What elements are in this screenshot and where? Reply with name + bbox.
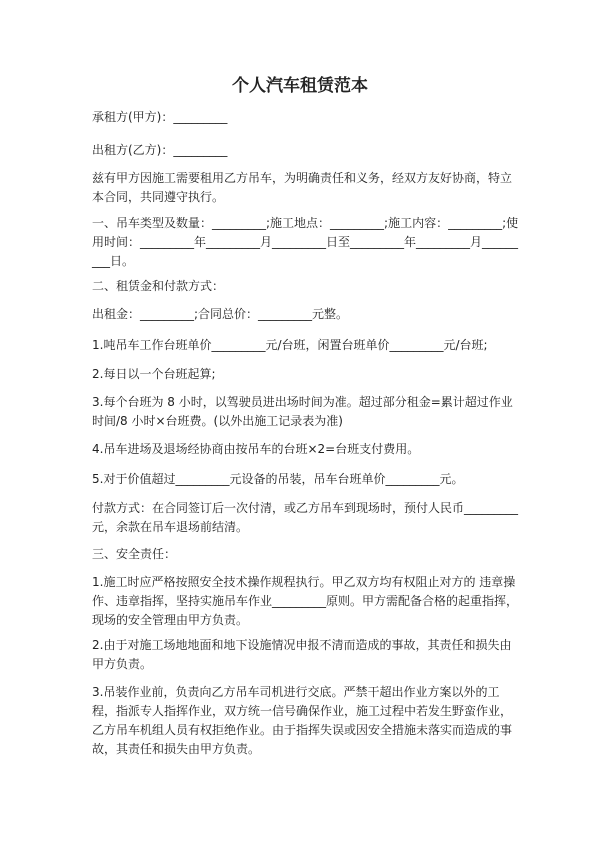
- clause-2-2: 2.每日以一个台班起算;: [92, 367, 216, 381]
- clause-2-5: 5.对于价值超过_________元设备的吊装，吊车台班单价_________元。: [92, 472, 464, 486]
- clause-2-4: 4.吊车进场及退场经协商由按吊车的台班×2=台班支付费用。: [92, 442, 420, 456]
- clause-2-1: 1.吨吊车工作台班单价_________元/台班，闲置台班单价_________元/台班;: [92, 338, 488, 352]
- document-title: 个人汽车租赁范本: [232, 76, 368, 96]
- clause-3-3: 3.吊装作业前，负责向乙方吊车司机进行交底。严禁干超出作业方案以外的工程，指派专人指挥作业，双方统一信号确保作业，施工过程中若发生野蛮作业，乙方吊车机组人员有权拒绝作业。由于指挥失误或因安全措施未落实而造成的事故，其责任和损失由甲方负责。: [92, 685, 513, 756]
- lessor-line: 出租方(乙方)：_________: [92, 143, 228, 157]
- preamble-paragraph: 兹有甲方因施工需要租用乙方吊车，为明确责任和义务，经双方友好协商，特立本合同，共同遵守执行。: [92, 171, 513, 204]
- section-two-heading: 二、租赁金和付款方式：: [92, 279, 225, 293]
- lessee-line: 承租方(甲方)：_________: [92, 110, 228, 124]
- rent-total-line: 出租金：_________;合同总价：_________元整。: [92, 307, 349, 321]
- crane-type-paragraph: 一、吊车类型及数量：_________;施工地点：_________;施工内容：_________;使用时间：_________年_________月_________日至_________年_________月_________日。: [92, 216, 519, 268]
- section-three-heading: 三、安全责任：: [92, 547, 177, 561]
- clause-3-1: 1.施工时应严格按照安全技术操作规程执行。甲乙双方均有权阻止对方的 违章操作、违章指挥，坚持实施吊车作业_________原则。甲方需配备合格的起重指挥，现场的安全管理由甲方负责。: [92, 575, 519, 627]
- clause-3-2: 2.由于对施工场地地面和地下设施情况申报不清而造成的事故，其责任和损失由甲方负责。: [92, 638, 512, 671]
- payment-method-paragraph: 付款方式：在合同签订后一次付清，或乙方吊车到现场时，预付人民币_________元，余款在吊车退场前结清。: [92, 501, 519, 534]
- clause-2-3: 3.每个台班为 8 小时，以驾驶员进出场时间为准。超过部分租金=累计超过作业时间/8 小时×台班费。(以外出施工记录表为准): [92, 395, 513, 428]
